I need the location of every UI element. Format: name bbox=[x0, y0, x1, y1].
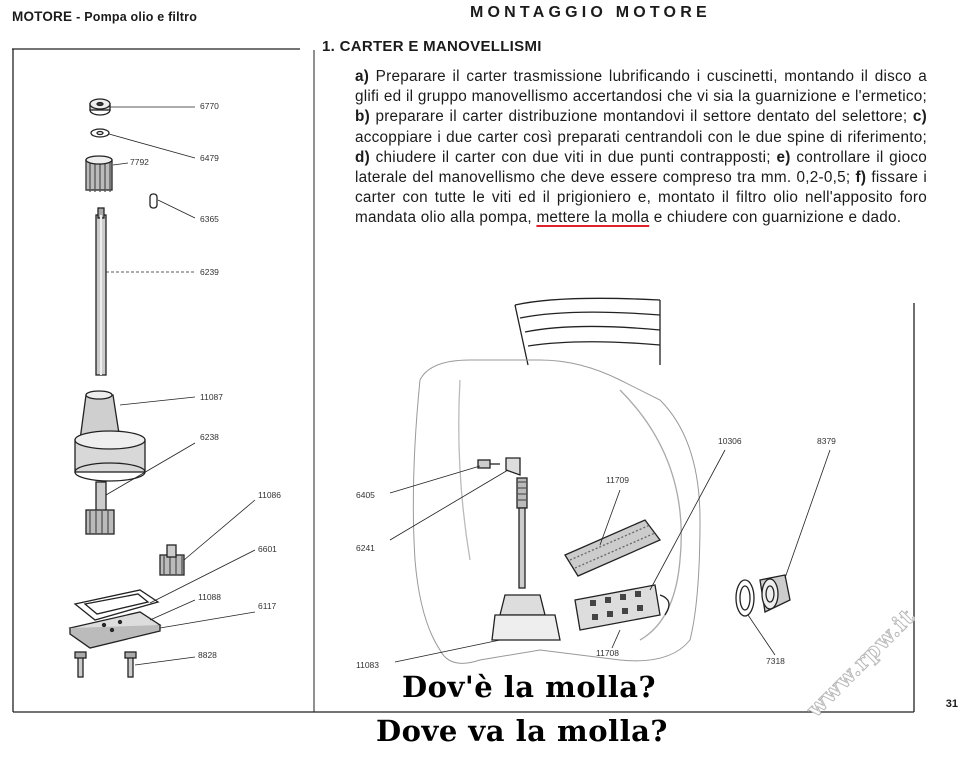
step-e-text: controllare il gioco laterale del manovellismo che deve essere compreso tra mm. 0,2-0,5; bbox=[355, 148, 928, 187]
site-watermark: www.rpw.it bbox=[801, 603, 921, 723]
left-parts-illustration bbox=[70, 99, 255, 677]
part-label: 6770 bbox=[200, 101, 219, 111]
step-a-label: a) bbox=[355, 68, 370, 85]
part-label: 10306 bbox=[718, 436, 742, 446]
part-label: 8828 bbox=[198, 650, 217, 660]
step-f-text-before: fissare i carter con tutte le viti ed il prigioniero e, montato il filtro olio nell'apposito foro mandata olio alla pompa, bbox=[355, 169, 927, 227]
step-f-label: f) bbox=[855, 169, 867, 187]
section-title: 1. CARTER E MANOVELLISMI bbox=[322, 38, 542, 55]
step-d-label: d) bbox=[355, 148, 370, 166]
header-section-name: MOTORE bbox=[12, 9, 73, 24]
page-header-right: MONTAGGIO MOTORE bbox=[470, 4, 711, 21]
header-subsection: - Pompa olio e filtro bbox=[76, 10, 198, 24]
part-label: 7318 bbox=[766, 656, 785, 666]
question-caption-2: Dove va la molla? bbox=[376, 714, 668, 748]
step-e-label: e) bbox=[776, 148, 791, 166]
step-f-text-after: e chiudere con guarnizione e dado. bbox=[649, 209, 902, 227]
step-c-text: accoppiare i due carter così preparati centrandoli con le due spine di riferimento; bbox=[355, 128, 927, 146]
step-d-text: chiudere il carter con due viti in due punti contrapposti; bbox=[369, 148, 777, 166]
part-label: 6601 bbox=[258, 544, 277, 554]
part-label: 11087 bbox=[200, 392, 224, 402]
part-label: 6117 bbox=[258, 601, 277, 611]
part-label: 11709 bbox=[606, 475, 630, 485]
step-b-label: b) bbox=[355, 108, 370, 126]
step-c-label: c) bbox=[912, 108, 927, 126]
part-label: 6405 bbox=[356, 490, 375, 500]
part-label: 6241 bbox=[356, 543, 375, 553]
part-label: 11088 bbox=[198, 592, 222, 602]
part-label: 11083 bbox=[356, 660, 380, 670]
step-a-text: Preparare il carter trasmissione lubrificando i cuscinetti, montando il disco a glifi ed il gruppo manovellismo accertandosi che vi sia la guarnizione e l'ermetico; bbox=[355, 68, 927, 106]
part-label: 7792 bbox=[130, 157, 149, 167]
question-caption-1: Dov'è la molla? bbox=[402, 670, 657, 704]
part-label: 6479 bbox=[200, 153, 219, 163]
part-label: 11708 bbox=[596, 648, 620, 658]
part-label: 6365 bbox=[200, 214, 219, 224]
part-label: 8379 bbox=[817, 436, 836, 446]
instruction-paragraph bbox=[355, 67, 927, 229]
highlighted-phrase: mettere la molla bbox=[536, 209, 650, 227]
page-number: 31 bbox=[945, 698, 958, 710]
part-label: 6238 bbox=[200, 432, 219, 442]
step-b-text: preparare il carter distribuzione montandovi il settore dentato del selettore; bbox=[369, 108, 913, 126]
part-label: 11086 bbox=[258, 490, 282, 500]
part-label: 6239 bbox=[200, 267, 219, 277]
